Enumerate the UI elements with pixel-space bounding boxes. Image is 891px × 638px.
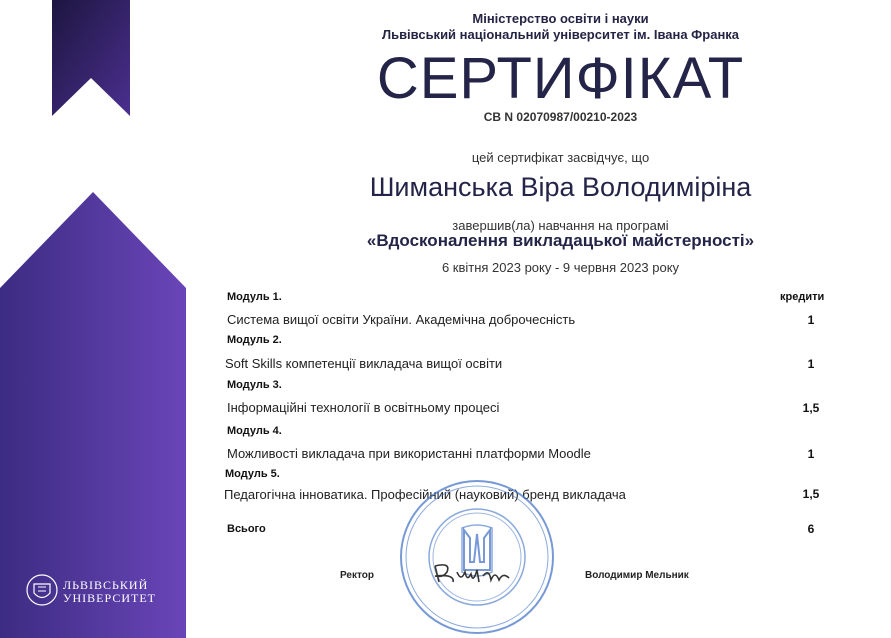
logo-line-1: ЛЬВІВСЬКИЙ	[63, 578, 149, 592]
side-banner	[0, 192, 186, 638]
logo-line-2: УНІВЕРСИТЕТ	[63, 591, 156, 605]
module-5-title: Педагогічна інноватика. Професійний (науковий) бренд викладача	[224, 487, 626, 502]
top-ribbon	[52, 0, 130, 116]
ministry-line-2: Львівський національний університет ім. Івана Франка	[381, 27, 740, 42]
module-4-label: Модуль 4.	[227, 425, 282, 437]
signature-scribble	[425, 558, 515, 588]
module-5-label: Модуль 5.	[225, 468, 280, 480]
module-1-title: Система вищої освіти України. Академічна доброчесність	[227, 312, 576, 327]
total-label: Всього	[227, 523, 266, 535]
university-emblem-icon	[25, 573, 59, 607]
signatory-name: Володимир Мельник	[585, 570, 689, 581]
module-2-title: Soft Skills компетенції викладача вищої освіти	[225, 356, 503, 371]
module-4-credits: 1	[807, 447, 815, 461]
credits-header: кредити	[780, 291, 825, 303]
module-1-credits: 1	[807, 313, 815, 327]
module-4-title: Можливості викладача при використанні платформи Moodle	[227, 446, 591, 461]
program-title: «Вдосконалення викладацької майстерності»	[366, 231, 755, 250]
ministry-heading	[230, 11, 891, 43]
module-5-credits: 1,5	[802, 487, 820, 501]
official-stamp-seal	[398, 478, 556, 636]
ministry-line-1: Міністерство освіти і науки	[472, 11, 649, 26]
module-2-label: Модуль 2.	[227, 334, 282, 346]
module-3-label: Модуль 3.	[227, 379, 282, 391]
module-1-label: Модуль 1.	[227, 291, 282, 303]
attests-text: цей сертифікат засвідчує, що	[471, 150, 650, 165]
certificate-number: СВ N 02070987/00210-2023	[483, 110, 638, 124]
program-dates: 6 квітня 2023 року - 9 червня 2023 року	[441, 260, 680, 275]
certificate-title: СЕРТИФІКАТ	[376, 46, 745, 111]
module-2-credits: 1	[807, 357, 815, 371]
university-logo-text	[63, 579, 156, 605]
recipient-name: Шиманська Віра Володиміріна	[369, 172, 752, 202]
module-3-credits: 1,5	[802, 401, 820, 415]
module-3-title: Інформаційні технології в освітньому процесі	[227, 400, 500, 415]
signature-role: Ректор	[340, 570, 374, 581]
total-credits: 6	[807, 522, 815, 536]
completed-text: завершив(ла) навчання на програмі	[452, 218, 669, 233]
